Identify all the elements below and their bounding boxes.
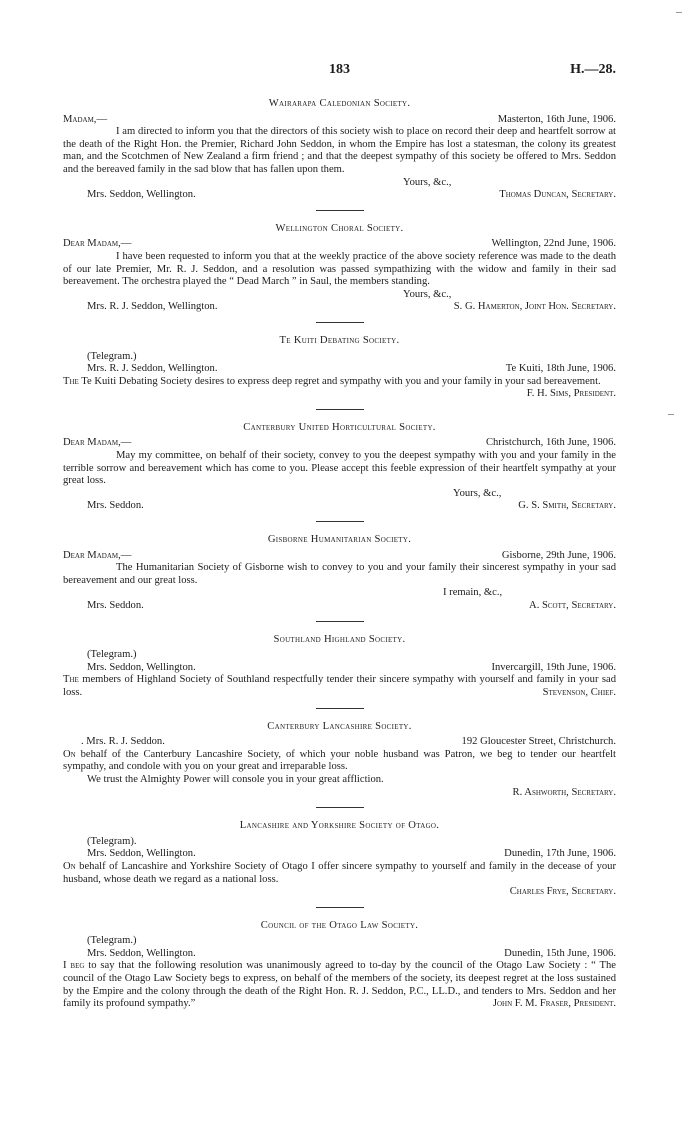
society-title: Canterbury Lancashire Society.: [267, 720, 412, 732]
signature: A. Scott, Secretary.: [529, 600, 616, 611]
letter-wairarapa: [63, 98, 616, 202]
letter-body: [63, 376, 616, 389]
scan-mark: [676, 12, 682, 13]
lead-word: The: [63, 375, 79, 387]
signature-row: [63, 301, 616, 314]
society-title: Wellington Choral Society.: [275, 222, 404, 234]
salutation: Madam,—: [63, 113, 108, 125]
place-date: Dunedin, 15th June, 1906.: [504, 947, 616, 959]
signature: Stevenson, Chief.: [542, 686, 616, 698]
lead-word: I beg: [63, 960, 85, 972]
salutation-row: [63, 238, 616, 251]
letter-body: The Humanitarian Society of Gisborne wish to convey to you and your family their sincerest sympathy in your sad bereavement and our great loss.: [63, 562, 616, 586]
scan-mark: [668, 414, 674, 415]
signature: John F. M. Fraser, President.: [492, 998, 616, 1010]
place-date: Gisborne, 29th June, 1906.: [501, 549, 616, 561]
telegram-label: (Telegram).: [87, 835, 137, 847]
section-divider: [316, 807, 364, 808]
lead-word: On: [63, 748, 76, 760]
address-row: [63, 662, 616, 675]
addressee: Mrs. Seddon, Wellington.: [87, 848, 196, 860]
letter-gisborne: [63, 534, 616, 613]
signature-row: [63, 500, 616, 513]
closing: Yours, &c.,: [403, 176, 452, 188]
letter-body: May my committee, on behalf of their society, convey to you the deepest sympathy with you and your family in the terrible sorrow and bereavement which has come to you. Please accept this feeble expression of their heartfelt sympathy at your great loss.: [63, 450, 616, 487]
letter-canterbury-lancashire: [63, 721, 616, 800]
letter-lancashire-yorkshire: [63, 820, 616, 899]
place-date: Masterton, 16th June, 1906.: [497, 113, 616, 125]
letter-canterbury-horticultural: [63, 422, 616, 513]
page-number: 183: [329, 62, 350, 77]
addressee: Mrs. Seddon, Wellington.: [87, 189, 196, 201]
place-date: 192 Gloucester Street, Christchurch.: [461, 736, 616, 748]
letter-body: [63, 749, 616, 774]
society-title: Council of the Otago Law Society.: [260, 919, 419, 931]
addressee: Mrs. Seddon, Wellington.: [87, 661, 196, 673]
section-divider: [316, 708, 364, 709]
addressee: Mrs. Seddon.: [87, 500, 144, 512]
society-title: Wairarapa Caledonian Society.: [268, 98, 411, 109]
letter-body: [63, 861, 616, 886]
addressee: . Mrs. R. J. Seddon.: [81, 736, 165, 748]
signature-row: [63, 388, 616, 401]
letters: [63, 98, 616, 1016]
society-title: Lancashire and Yorkshire Society of Otago.: [239, 820, 440, 832]
salutation: Dear Madam,—: [63, 437, 132, 449]
lead-word: On: [63, 860, 76, 872]
body-text: behalf of Lancashire and Yorkshire Society of Otago I offer sincere sympathy to yourself and family in the decease of your husband, whose death we regard as a national loss.: [63, 860, 616, 885]
place-date: Christchurch, 16th June, 1906.: [485, 437, 616, 449]
body-text: to say that the following resolution was unanimously agreed to to-day by the council of the Otago Law Society : “ The council of the Otago Law Society begs to express, on behalf of the members of the society, its deepest regret at the loss sustained by the Empire and the colony through the death of the Right Hon. R. J. Seddon, P.C., LL.D., and tenders to Mrs. Seddon and her family its profound sympathy.”: [63, 960, 616, 1010]
document-reference: H.—28.: [570, 62, 616, 77]
addressee: Mrs. Seddon, Wellington.: [87, 947, 196, 959]
signature-row: [63, 886, 616, 899]
signature-row: [63, 600, 616, 613]
letter-body: I am directed to inform you that the directors of this society wish to place on record their deep and heartfelt sorrow at the death of the Right Hon. the Premier, Richard John Seddon, in whom the Empire has lost a statesman, the colony its greatest man, and the Scotchmen of New Zealand a firm friend ; and that the deepest sympathy of this society be offered to Mrs. Seddon and the bereaved family in the sad blow that has fallen upon them.: [63, 126, 616, 175]
section-divider: [316, 621, 364, 622]
address-row: [63, 363, 616, 376]
page-header: [63, 64, 616, 80]
place-date: Dunedin, 17th June, 1906.: [504, 848, 616, 860]
salutation-row: [63, 114, 616, 127]
closing: Yours, &c.,: [403, 288, 452, 300]
letter-wellington-choral: [63, 223, 616, 314]
society-title: Canterbury United Horticultural Society.: [243, 421, 436, 433]
section-divider: [316, 907, 364, 908]
letter-te-kuiti: [63, 335, 616, 401]
body-text: members of Highland Society of Southland respectfully tender their sincere sympathy with yourself and family in your sad loss.: [63, 674, 616, 698]
addressee: Mrs. Seddon.: [87, 600, 144, 611]
signature: F. H. Sims, President.: [526, 388, 616, 400]
address-row: [63, 948, 616, 961]
closing: Yours, &c.,: [453, 487, 502, 499]
section-divider: [316, 521, 364, 522]
section-divider: [316, 409, 364, 410]
body-text: Te Kuiti Debating Society desires to express deep regret and sympathy with you and your family in your sad bereavement.: [81, 375, 601, 387]
salutation: Dear Madam,—: [63, 549, 132, 561]
telegram-label: (Telegram.): [87, 935, 137, 947]
signature: S. G. Hamerton, Joint Hon. Secretary.: [453, 301, 616, 313]
signature: R. Ashworth, Secretary.: [512, 786, 616, 798]
signature-row: [63, 787, 616, 800]
letter-body-continued: We trust the Almighty Power will console you in your great affliction.: [87, 773, 384, 785]
signature-row: [63, 189, 616, 202]
address-row: [63, 848, 616, 861]
addressee: Mrs. R. J. Seddon, Wellington.: [87, 363, 218, 375]
society-title: Southland Highland Society.: [273, 633, 406, 645]
letter-otago-law-society: [63, 920, 616, 1011]
address-row: [63, 736, 616, 749]
salutation-row: [63, 437, 616, 450]
signature-row: [63, 687, 616, 700]
section-divider: [316, 210, 364, 211]
signature: G. S. Smith, Secretary.: [518, 500, 616, 512]
place-date: Invercargill, 19th June, 1906.: [491, 661, 616, 673]
section-divider: [316, 322, 364, 323]
lead-word: The: [63, 674, 79, 686]
letter-body: I have been requested to inform you that at the weekly practice of the above society reference was made to the death of our late Premier, Mr. R. J. Seddon, and a resolution was passed sympathizing with the widow and family in their sad bereavement. The orchestra played the “ Dead March ” in Saul, the members standing.: [63, 250, 616, 288]
salutation: Dear Madam,—: [63, 238, 132, 250]
signature: Charles Frye, Secretary.: [509, 886, 616, 898]
signature: Thomas Duncan, Secretary.: [499, 189, 616, 201]
place-date: Te Kuiti, 18th June, 1906.: [505, 363, 616, 375]
salutation-row: [63, 550, 616, 563]
telegram-label: (Telegram.): [87, 649, 137, 661]
telegram-label: (Telegram.): [87, 350, 137, 362]
place-date: Wellington, 22nd June, 1906.: [491, 238, 616, 250]
addressee: Mrs. R. J. Seddon, Wellington.: [87, 301, 218, 313]
body-text: behalf of the Canterbury Lancashire Society, of which your noble husband was Patron, we beg to tender our heartfelt sympathy, and condole with you on your great and irreparable loss.: [63, 748, 617, 773]
society-title: Te Kuiti Debating Society.: [279, 334, 400, 346]
closing: I remain, &c.,: [443, 587, 503, 599]
society-title: Gisborne Humanitarian Society.: [267, 534, 412, 546]
letter-southland: [63, 634, 616, 700]
